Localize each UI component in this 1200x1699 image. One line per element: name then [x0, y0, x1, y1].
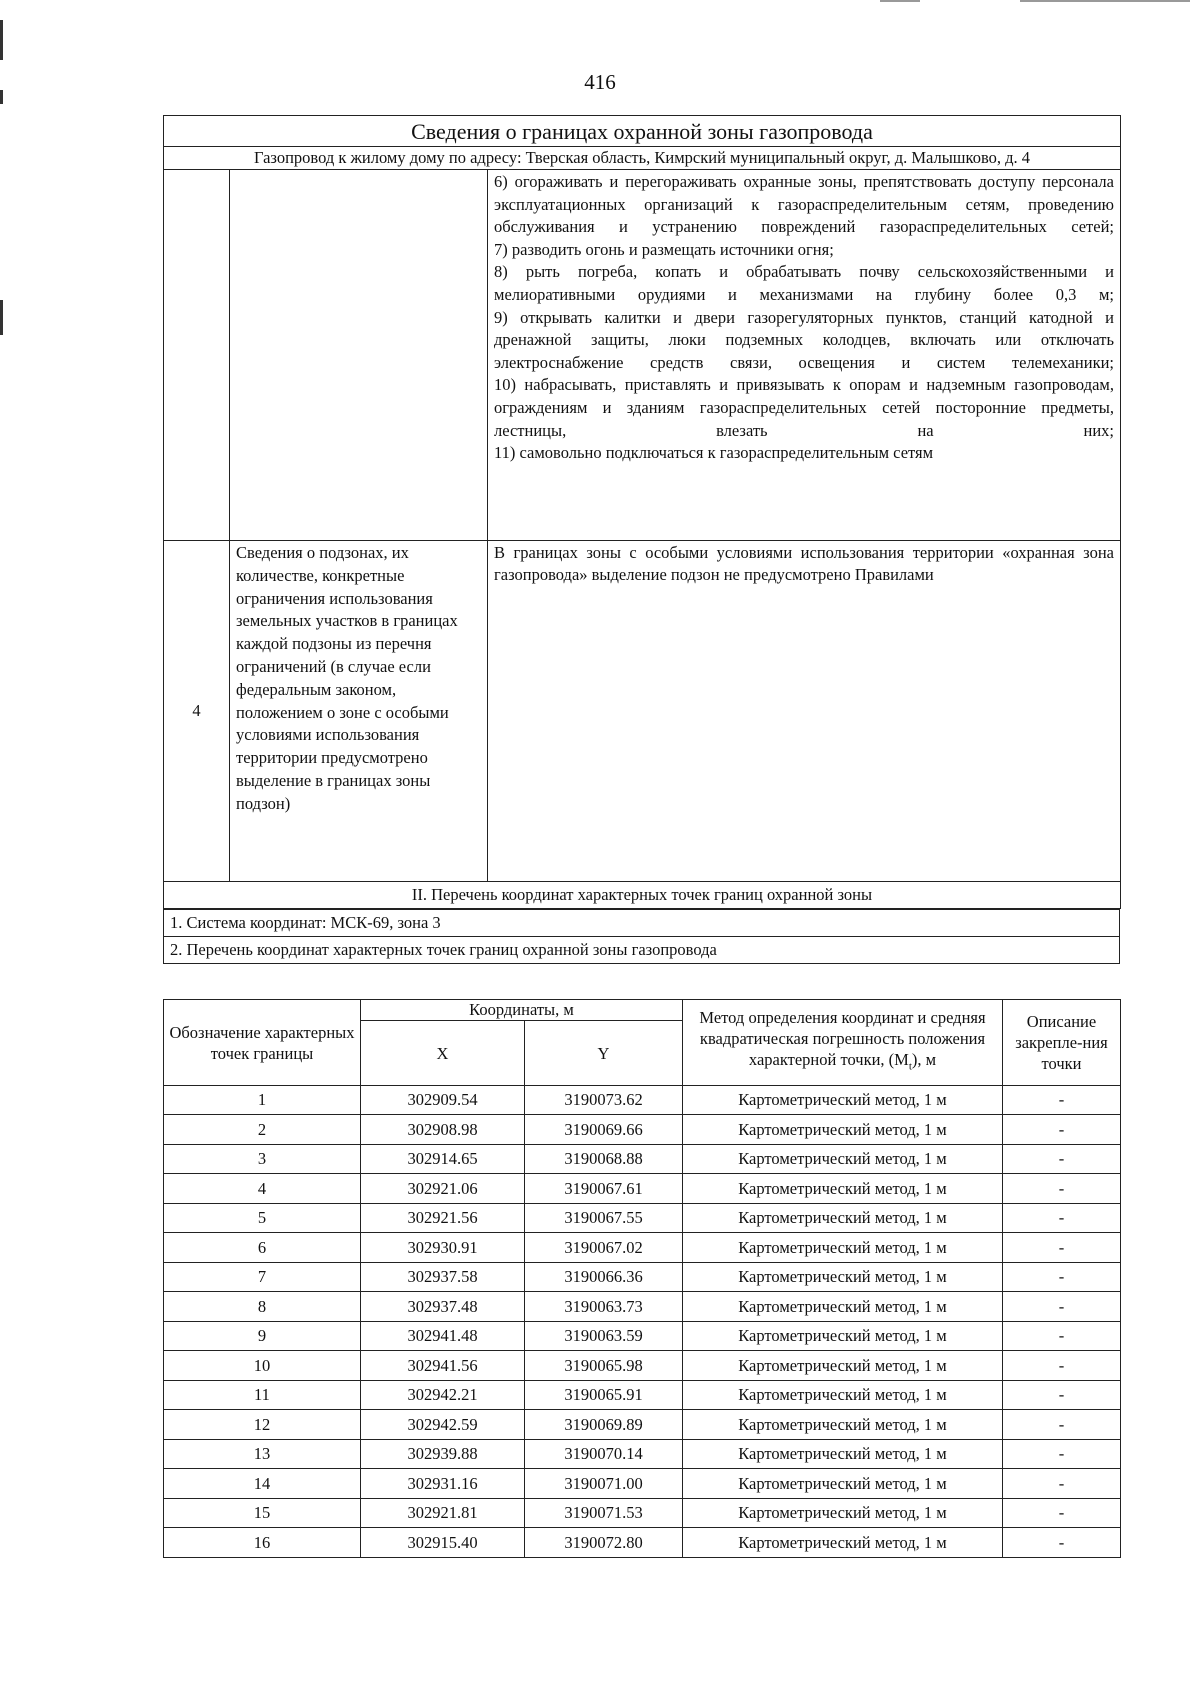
header-method — [683, 1000, 1003, 1086]
point-x: 302941.56 — [361, 1351, 525, 1381]
point-method: Картометрический метод, 1 м — [683, 1115, 1003, 1145]
coordinates-table — [163, 999, 1121, 1558]
header-row — [164, 1000, 1121, 1021]
point-x: 302937.48 — [361, 1292, 525, 1322]
header-desc: Описание закрепле-ния точки — [1003, 1000, 1121, 1086]
restriction-item: 9) открывать калитки и двери газорегуляторных пунктов, станций катодной и дренажной защиты, люки подземных колодцев, включать или отключать электроснабжение средств связи, освещения и систем телемеханики; — [494, 307, 1114, 372]
point-desc: - — [1003, 1381, 1121, 1410]
table-row — [164, 1174, 1121, 1204]
table-row — [164, 1499, 1121, 1528]
point-x: 302931.16 — [361, 1469, 525, 1499]
point-number: 13 — [164, 1440, 361, 1469]
scan-top-mark — [1020, 0, 1190, 2]
point-number: 9 — [164, 1322, 361, 1351]
point-desc: - — [1003, 1263, 1121, 1292]
page-number: 416 — [584, 70, 616, 94]
zone-info-table — [163, 115, 1121, 909]
point-method: Картометрический метод, 1 м — [683, 1086, 1003, 1115]
table-row — [164, 1322, 1121, 1351]
subzones-row — [164, 541, 1121, 882]
point-method: Картометрический метод, 1 м — [683, 1410, 1003, 1440]
point-x: 302930.91 — [361, 1233, 525, 1263]
point-method: Картометрический метод, 1 м — [683, 1263, 1003, 1292]
table-row — [164, 1351, 1121, 1381]
coord-system-table — [163, 909, 1120, 964]
point-desc: - — [1003, 1469, 1121, 1499]
point-desc: - — [1003, 1115, 1121, 1145]
point-y: 3190065.98 — [525, 1351, 683, 1381]
point-y: 3190069.89 — [525, 1410, 683, 1440]
point-method: Картометрический метод, 1 м — [683, 1322, 1003, 1351]
restriction-item: 10) набрасывать, приставлять и привязывать к опорам и надземным газопроводам, ограждениям и зданиям газораспределительных сетей посторонние предметы, лестницы, влезать на них; — [494, 375, 1114, 440]
point-method: Картометрический метод, 1 м — [683, 1292, 1003, 1322]
point-y: 3190068.88 — [525, 1145, 683, 1174]
coord-list-title-row — [164, 937, 1120, 964]
point-x: 302939.88 — [361, 1440, 525, 1469]
table-row — [164, 1440, 1121, 1469]
point-desc: - — [1003, 1528, 1121, 1558]
restriction-item: 11) самовольно подключаться к газораспределительным сетям — [494, 443, 934, 463]
table-row — [164, 1528, 1121, 1558]
restrictions-cell — [488, 170, 1121, 541]
point-number: 16 — [164, 1528, 361, 1558]
empty-cell — [164, 170, 230, 541]
point-desc: - — [1003, 1351, 1121, 1381]
point-x: 302915.40 — [361, 1528, 525, 1558]
empty-cell — [230, 170, 488, 541]
point-method: Картометрический метод, 1 м — [683, 1381, 1003, 1410]
table-title-row — [164, 116, 1121, 147]
header-x: X — [361, 1021, 525, 1086]
header-method-unit: ), м — [911, 1050, 937, 1070]
scan-edge-mark — [0, 300, 3, 335]
point-method: Картометрический метод, 1 м — [683, 1351, 1003, 1381]
point-y: 3190067.61 — [525, 1174, 683, 1204]
header-y: Y — [525, 1021, 683, 1086]
point-desc: - — [1003, 1174, 1121, 1204]
point-desc: - — [1003, 1322, 1121, 1351]
point-number: 15 — [164, 1499, 361, 1528]
point-y: 3190073.62 — [525, 1086, 683, 1115]
table-subtitle: Газопровод к жилому дому по адресу: Тверская область, Кимрский муниципальный округ, д. Малышково, д. 4 — [164, 147, 1121, 170]
restrictions-row — [164, 170, 1121, 541]
points-body — [164, 1086, 1121, 1558]
point-x: 302942.21 — [361, 1381, 525, 1410]
table-row — [164, 1410, 1121, 1440]
header-method-text: Метод определения координат и средняя квадратическая погрешность положения характерной точки, (M — [699, 1008, 986, 1070]
point-number: 5 — [164, 1204, 361, 1233]
row-number: 4 — [164, 541, 230, 882]
point-method: Картометрический метод, 1 м — [683, 1499, 1003, 1528]
point-y: 3190063.73 — [525, 1292, 683, 1322]
point-y: 3190067.02 — [525, 1233, 683, 1263]
scan-edge-mark — [0, 20, 3, 60]
point-method: Картометрический метод, 1 м — [683, 1204, 1003, 1233]
point-desc: - — [1003, 1410, 1121, 1440]
point-x: 302909.54 — [361, 1086, 525, 1115]
point-number: 10 — [164, 1351, 361, 1381]
table-row — [164, 1381, 1121, 1410]
table-title: Сведения о границах охранной зоны газопровода — [164, 116, 1121, 147]
point-number: 14 — [164, 1469, 361, 1499]
table-row — [164, 1115, 1121, 1145]
section2-title-row — [164, 882, 1121, 909]
point-number: 12 — [164, 1410, 361, 1440]
point-x: 302921.06 — [361, 1174, 525, 1204]
restriction-item: 8) рыть погреба, копать и обрабатывать почву сельскохозяйственными и мелиоративными орудиями и механизмами на глубину более 0,3 м; — [494, 262, 1114, 304]
point-method: Картометрический метод, 1 м — [683, 1528, 1003, 1558]
table-row — [164, 1469, 1121, 1499]
point-method: Картометрический метод, 1 м — [683, 1469, 1003, 1499]
point-y: 3190069.66 — [525, 1115, 683, 1145]
point-number: 2 — [164, 1115, 361, 1145]
table-row — [164, 1292, 1121, 1322]
point-y: 3190065.91 — [525, 1381, 683, 1410]
header-method-subscript: t — [908, 1060, 912, 1073]
coord-system-row — [164, 910, 1120, 937]
point-y: 3190070.14 — [525, 1440, 683, 1469]
point-method: Картометрический метод, 1 м — [683, 1440, 1003, 1469]
restriction-item: 6) огораживать и перегораживать охранные зоны, препятствовать доступу персонала эксплуатационных организаций к газораспределительным сетям, проведению обслуживания и устранению повреждений газораспределительных сетей; — [494, 172, 1114, 237]
point-x: 302937.58 — [361, 1263, 525, 1292]
subzones-label: Сведения о подзонах, их количестве, конкретные ограничения использования земельных участков в границах каждой подзоны из перечня ограничений (в случае если федеральным законом, положением о зоне с особыми условиями использования территории предусмотрено выделение в границах зоны подзон) — [230, 541, 488, 882]
point-y: 3190071.00 — [525, 1469, 683, 1499]
coord-system: 1. Система координат: МСК-69, зона 3 — [164, 910, 1120, 937]
point-desc: - — [1003, 1145, 1121, 1174]
point-number: 8 — [164, 1292, 361, 1322]
coord-list-title: 2. Перечень координат характерных точек границ охранной зоны газопровода — [164, 937, 1120, 964]
table-row — [164, 1263, 1121, 1292]
table-subtitle-row — [164, 147, 1121, 170]
point-y: 3190067.55 — [525, 1204, 683, 1233]
point-desc: - — [1003, 1440, 1121, 1469]
point-x: 302921.81 — [361, 1499, 525, 1528]
point-x: 302914.65 — [361, 1145, 525, 1174]
point-number: 6 — [164, 1233, 361, 1263]
table-row — [164, 1233, 1121, 1263]
point-number: 11 — [164, 1381, 361, 1410]
scan-top-mark — [880, 0, 920, 2]
point-y: 3190063.59 — [525, 1322, 683, 1351]
point-desc: - — [1003, 1292, 1121, 1322]
point-y: 3190072.80 — [525, 1528, 683, 1558]
table-row — [164, 1145, 1121, 1174]
point-x: 302942.59 — [361, 1410, 525, 1440]
point-number: 4 — [164, 1174, 361, 1204]
subzones-value: В границах зоны с особыми условиями использования территории «охранная зона газопровода» выделение подзон не предусмотрено Правилами — [488, 541, 1121, 882]
point-number: 7 — [164, 1263, 361, 1292]
point-x: 302908.98 — [361, 1115, 525, 1145]
restriction-item: 7) разводить огонь и размещать источники огня; — [494, 239, 834, 259]
point-desc: - — [1003, 1233, 1121, 1263]
point-method: Картометрический метод, 1 м — [683, 1174, 1003, 1204]
point-x: 302941.48 — [361, 1322, 525, 1351]
point-desc: - — [1003, 1499, 1121, 1528]
point-y: 3190071.53 — [525, 1499, 683, 1528]
table-row — [164, 1086, 1121, 1115]
point-desc: - — [1003, 1204, 1121, 1233]
header-point: Обозначение характерных точек границы — [164, 1000, 361, 1086]
point-desc: - — [1003, 1086, 1121, 1115]
table-row — [164, 1204, 1121, 1233]
point-y: 3190066.36 — [525, 1263, 683, 1292]
section2-title: II. Перечень координат характерных точек границ охранной зоны — [164, 882, 1121, 909]
point-number: 3 — [164, 1145, 361, 1174]
point-number: 1 — [164, 1086, 361, 1115]
point-x: 302921.56 — [361, 1204, 525, 1233]
header-coords: Координаты, м — [361, 1000, 683, 1021]
point-method: Картометрический метод, 1 м — [683, 1145, 1003, 1174]
point-method: Картометрический метод, 1 м — [683, 1233, 1003, 1263]
